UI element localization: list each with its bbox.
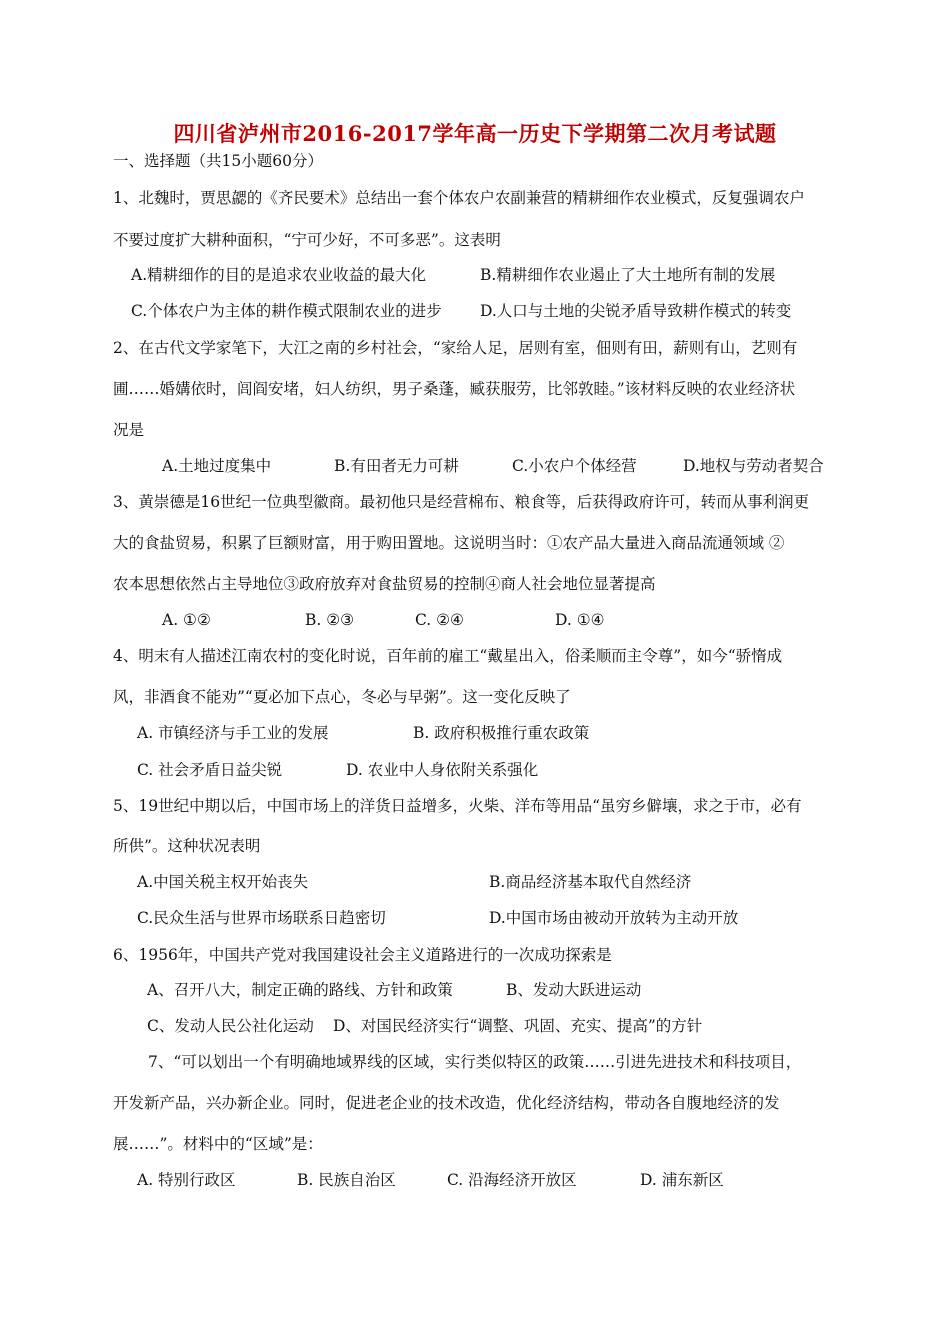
- question-2-option-c: C.小农户个体经营: [512, 457, 637, 475]
- question-2-option-a: A.土地过度集中: [162, 457, 272, 475]
- question-7-line-2: 开发新产品，兴办新企业。同时，促进老企业的技术改造，优化经济结构，带动各自腹地经济的发: [113, 1094, 780, 1112]
- question-5-line-2: 所供”。这种状况表明: [113, 837, 261, 855]
- question-7-option-b: B. 民族自治区: [297, 1171, 396, 1189]
- question-3-option-d: D. ①④: [555, 611, 605, 629]
- question-4-option-d: D. 农业中人身依附关系强化: [346, 761, 539, 779]
- question-1-option-b: B.精耕细作农业遏止了大土地所有制的发展: [480, 266, 776, 284]
- question-6-line-1: 6、1956年，中国共产党对我国建设社会主义道路进行的一次成功探索是: [113, 946, 612, 964]
- question-4-option-c: C. 社会矛盾日益尖锐: [137, 761, 283, 779]
- question-6-option-b: B、发动大跃进运动: [506, 981, 642, 999]
- question-2-line-3: 况是: [113, 421, 145, 439]
- question-7-line-1: 7、“可以划出一个有明确地域界线的区域，实行类似特区的政策……引进先进技术和科技项目，: [148, 1053, 802, 1071]
- question-3-option-c: C. ②④: [415, 611, 464, 629]
- question-5-option-a: A.中国关税主权开始丧失: [137, 873, 309, 891]
- question-6-option-d: D、对国民经济实行“调整、巩固、充实、提高”的方针: [333, 1017, 703, 1035]
- question-7-line-3: 展……”。材料中的“区域”是：: [113, 1135, 323, 1153]
- question-1-option-d: D.人口与土地的尖锐矛盾导致耕作模式的转变: [480, 302, 792, 320]
- question-3-line-2: 大的食盐贸易，积累了巨额财富，用于购田置地。这说明当时：①农产品大量进入商品流通领域 ②: [113, 534, 785, 552]
- question-3-option-a: A. ①②: [162, 611, 211, 629]
- question-4-option-a: A. 市镇经济与手工业的发展: [137, 724, 329, 742]
- question-3-option-b: B. ②③: [305, 611, 355, 629]
- question-2-line-2: 圃……婚媾依时，闾阎安堵，妇人纺织，男子桑蓬，臧获服劳，比邻敦睦。”该材料反映的农业经济状: [113, 380, 796, 398]
- question-7-option-d: D. 浦东新区: [640, 1171, 724, 1189]
- question-7-option-c: C. 沿海经济开放区: [447, 1171, 577, 1189]
- question-4-line-1: 4、明末有人描述江南农村的变化时说，百年前的雇工“戴星出入，俗柔顺而主令尊”，如今“骄惰成: [113, 647, 783, 665]
- question-5-option-c: C.民众生活与世界市场联系日趋密切: [137, 909, 386, 927]
- question-3-line-1: 3、黄崇德是16世纪一位典型徽商。最初他只是经营棉布、粮食等，后获得政府许可，转而从事利润更: [113, 493, 810, 511]
- question-2-option-d: D.地权与劳动者契合: [683, 457, 824, 475]
- question-5-line-1: 5、19世纪中期以后，中国市场上的洋货日益增多，火柴、洋布等用品“虽穷乡僻壤，求之于市，必有: [113, 797, 802, 815]
- question-2-option-b: B.有田者无力可耕: [334, 457, 459, 475]
- question-1-line-1: 1、北魏时，贾思勰的《齐民要术》总结出一套个体农户农副兼营的精耕细作农业模式，反复强调农户: [113, 189, 805, 207]
- question-5-option-b: B.商品经济基本取代自然经济: [489, 873, 692, 891]
- question-3-line-3: 农本思想依然占主导地位③政府放弃对食盐贸易的控制④商人社会地位显著提高: [113, 575, 656, 593]
- question-1-option-c: C.个体农户为主体的耕作模式限制农业的进步: [131, 302, 442, 320]
- question-6-option-c: C、发动人民公社化运动: [147, 1017, 314, 1035]
- question-1-option-a: A.精耕细作的目的是追求农业收益的最大化: [131, 266, 427, 284]
- question-4-line-2: 风，非酒食不能劝”“夏必加下点心，冬必与早粥”。这一变化反映了: [113, 688, 571, 706]
- question-6-option-a: A、召开八大，制定正确的路线、方针和政策: [147, 981, 453, 999]
- question-2-line-1: 2、在古代文学家笔下，大江之南的乡村社会，“家给人足，居则有室，佃则有田，薪则有山，艺则有: [113, 339, 798, 357]
- question-1-line-2: 不要过度扩大耕种面积，“宁可少好，不可多恶”。这表明: [113, 231, 501, 249]
- question-5-option-d: D.中国市场由被动开放转为主动开放: [489, 909, 739, 927]
- exam-title: 四川省泸州市2016-2017学年高一历史下学期第二次月考试题: [173, 121, 777, 146]
- section-heading: 一、选择题（共15小题60分）: [113, 152, 323, 170]
- question-7-option-a: A. 特别行政区: [137, 1171, 236, 1189]
- question-4-option-b: B. 政府积极推行重农政策: [413, 724, 590, 742]
